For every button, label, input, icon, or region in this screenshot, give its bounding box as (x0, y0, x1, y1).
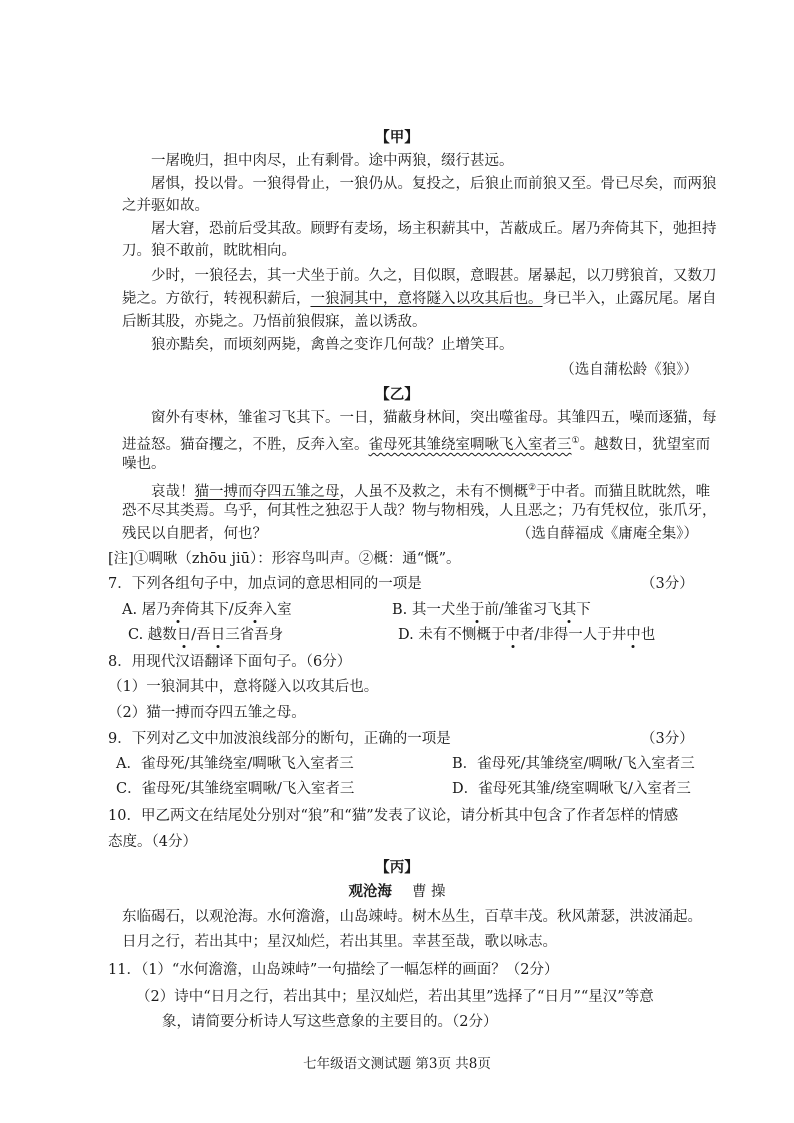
q11-sentence-2-line-2: 象，请简要分析诗人写这些意象的主要目的。（2分） (162, 1014, 498, 1030)
q9-option-c: C．雀母死/其雏绕室啁啾/飞入室者三 (116, 781, 355, 797)
jia-paragraph-4-line-1: 少时，一狼径去，其一犬坐于前。久之，目似瞑，意暇甚。屠暴起，以刀劈狼首，又数刀 (151, 268, 717, 284)
q10-line-2: 态度。（4分） (108, 834, 197, 850)
q7-d-dotted-2: 中 (626, 627, 641, 643)
q7-c-end: 三省吾身 (225, 627, 284, 643)
section-yi-heading: 【乙】 (375, 386, 419, 403)
yi-note-marker-1: ① (571, 436, 580, 446)
q7-a-pre: A. 屠乃 (122, 602, 171, 618)
yi-p2-text-pre: 哀哉！ (151, 483, 195, 500)
jia-paragraph-2-line-2: 之并驱如故。 (122, 198, 209, 214)
yi-paragraph-1-line-3: 噪也。 (122, 456, 166, 472)
q7-d-dotted-1: 中 (505, 627, 520, 643)
yi-paragraph-1-line-2 (122, 431, 710, 455)
jia-paragraph-4-line-2 (122, 289, 717, 309)
q7-b-dotted-1: 于 (469, 602, 485, 618)
q8-sentence-2: （2）猫一搏而夺四五雏之母。 (108, 705, 306, 721)
q7-b-mid: 前/雏雀习飞 (484, 602, 562, 618)
q7-option-d (398, 625, 655, 645)
q9-stem: 9．下列对乙文中加波浪线部分的断句，正确的一项是 (108, 731, 451, 747)
yi-underlined-sentence: 猫一搏而夺四五雏之母 (194, 483, 340, 500)
jia-paragraph-1: 一屠晚归，担中肉尽，止有剩骨。途中两狼，缀行甚远。 (151, 153, 514, 169)
q7-d-pre: D. 未有不恻概于 (398, 627, 506, 643)
q11-sentence-1: 11．（1）“水何澹澹，山岛竦峙”一句描绘了一幅怎样的画面？（2分） (108, 962, 559, 978)
jia-paragraph-4-line-3: 后断其股，亦毙之。乃悟前狼假寐，盖以诱敌。 (122, 314, 427, 330)
yi-wavy-text: 雀母死其雏绕室啁啾飞入室者三 (368, 436, 572, 453)
q7-b-dotted-2: 其 (561, 602, 577, 618)
yi-source: （选自薛福成《庸庵全集》） (516, 526, 698, 542)
q7-c-dotted-1: 日 (176, 627, 192, 643)
q7-c-mid: /吾 (191, 627, 211, 643)
q7-b-pre: B. 其一犬坐 (392, 602, 470, 618)
poem-title: 观沧海 (348, 883, 392, 900)
poem-line-2: 日月之行，若出其中；星汉灿烂，若出其里。幸甚至哉，歌以咏志。 (122, 934, 557, 950)
section-jia-heading: 【甲】 (375, 129, 419, 146)
yi-paragraph-2-line-2: 恐不尽其类焉。乌乎，何其性之独忍于人哉？物与物相残，人且恶之；乃有凭权位，张爪牙， (122, 503, 717, 519)
q7-c-dotted-2: 日 (210, 627, 226, 643)
q7-option-b (392, 600, 591, 620)
q7-stem: 7．下列各组句子中，加点词的意思相同的一项是 (108, 576, 422, 592)
yi-p2-text-end: 于中者。而猫且眈眈然，唯 (536, 483, 711, 500)
poem-line-1: 东临碣石，以观沧海。水何澹澹，山岛竦峙。树木丛生，百草丰茂。秋风萧瑟，洪波涌起。 (122, 909, 702, 925)
q9-option-b: B．雀母死/其雏绕室/啁啾/飞入室者三 (452, 756, 695, 772)
q7-c-pre: C. 越数 (128, 627, 177, 643)
jia-p4-text-post: 身已半入，止露尻尾。屠自 (542, 291, 717, 307)
q7-option-a (122, 600, 292, 620)
yi-paragraph-1-line-1: 窗外有枣林，雏雀习飞其下。一日，猫蔽身林间，突出噬雀母。其雏四五，噪而逐猫，每 (151, 410, 717, 426)
q7-d-mid: 者/非得一人于井 (519, 627, 627, 643)
q11-sentence-2-line-1: （2）诗中“日月之行，若出其中；星汉灿烂，若出其里”选择了“日月”“星汉”等意 (136, 989, 654, 1005)
q9-option-a: A．雀母死/其雏绕室/啁啾飞入室者三 (116, 756, 354, 772)
yi-wavy-sentence (369, 437, 572, 453)
jia-underlined-sentence: 一狼洞其中，意将隧入以攻其后也。 (310, 291, 543, 307)
jia-source: （选自蒲松龄《狼》） (560, 362, 698, 378)
poem-title-line (0, 882, 794, 902)
poem-author: 曹 操 (411, 884, 446, 900)
q7-a-dotted-1: 奔 (170, 602, 186, 618)
jia-paragraph-2-line-1: 屠惧，投以骨。一狼得骨止，一狼仍从。复投之，后狼止而前狼又至。骨已尽矣，而两狼 (151, 176, 717, 192)
yi-p1-text-pre: 进益怒。猫奋攫之，不胜，反奔入室。 (122, 436, 369, 453)
q7-a-dotted-2: 奔 (248, 602, 263, 618)
q9-score: （3分） (641, 731, 694, 747)
yi-footnote: [注]①啁啾（zhōu jiū）：形容鸟叫声。②概：通“慨”。 (108, 551, 461, 567)
q7-d-end: 也 (640, 627, 656, 643)
yi-paragraph-2-line-1 (122, 478, 710, 502)
q7-score: （3分） (641, 576, 694, 592)
q7-a-mid: 倚其下/反 (185, 602, 249, 618)
q7-a-end: 入室 (262, 602, 292, 618)
q7-option-c (128, 625, 283, 645)
q10-line-1: 10．甲乙两文在结尾处分别对“狼”和“猫”发表了议论，请分析其中包含了作者怎样的情感 (108, 808, 679, 824)
yi-p1-text-post: 。越数日，犹望室而 (579, 436, 711, 453)
section-bing-heading: 【丙】 (375, 859, 419, 876)
yi-note-marker-2: ② (528, 483, 537, 493)
q8-stem: 8．用现代汉语翻译下面句子。（6分） (108, 654, 352, 670)
jia-paragraph-3-line-2: 刀。狼不敢前，眈眈相向。 (122, 243, 296, 259)
jia-p4-text-pre: 毙之。方欲行，转视积薪后， (122, 291, 311, 307)
q8-sentence-1: （1）一狼洞其中，意将隧入以攻其后也。 (108, 679, 379, 695)
q9-option-d: D．雀母死其雏/绕室啁啾飞/入室者三 (452, 781, 691, 797)
yi-p2-text-post: ，人虽不及救之，未有不恻概 (339, 483, 528, 500)
jia-paragraph-3-line-1: 屠大窘，恐前后受其敌。顾野有麦场，场主积薪其中，苫蔽成丘。屠乃奔倚其下，弛担持 (151, 221, 717, 237)
yi-paragraph-2-line-3: 残民以自肥者，何也？ (122, 526, 267, 542)
jia-paragraph-5: 狼亦黠矣，而顷刻两毙，禽兽之变诈几何哉？止增笑耳。 (151, 337, 514, 353)
page-footer: 七年级语文测试题 第3页 共8页 (303, 1056, 491, 1072)
q7-b-end: 下 (576, 602, 591, 618)
